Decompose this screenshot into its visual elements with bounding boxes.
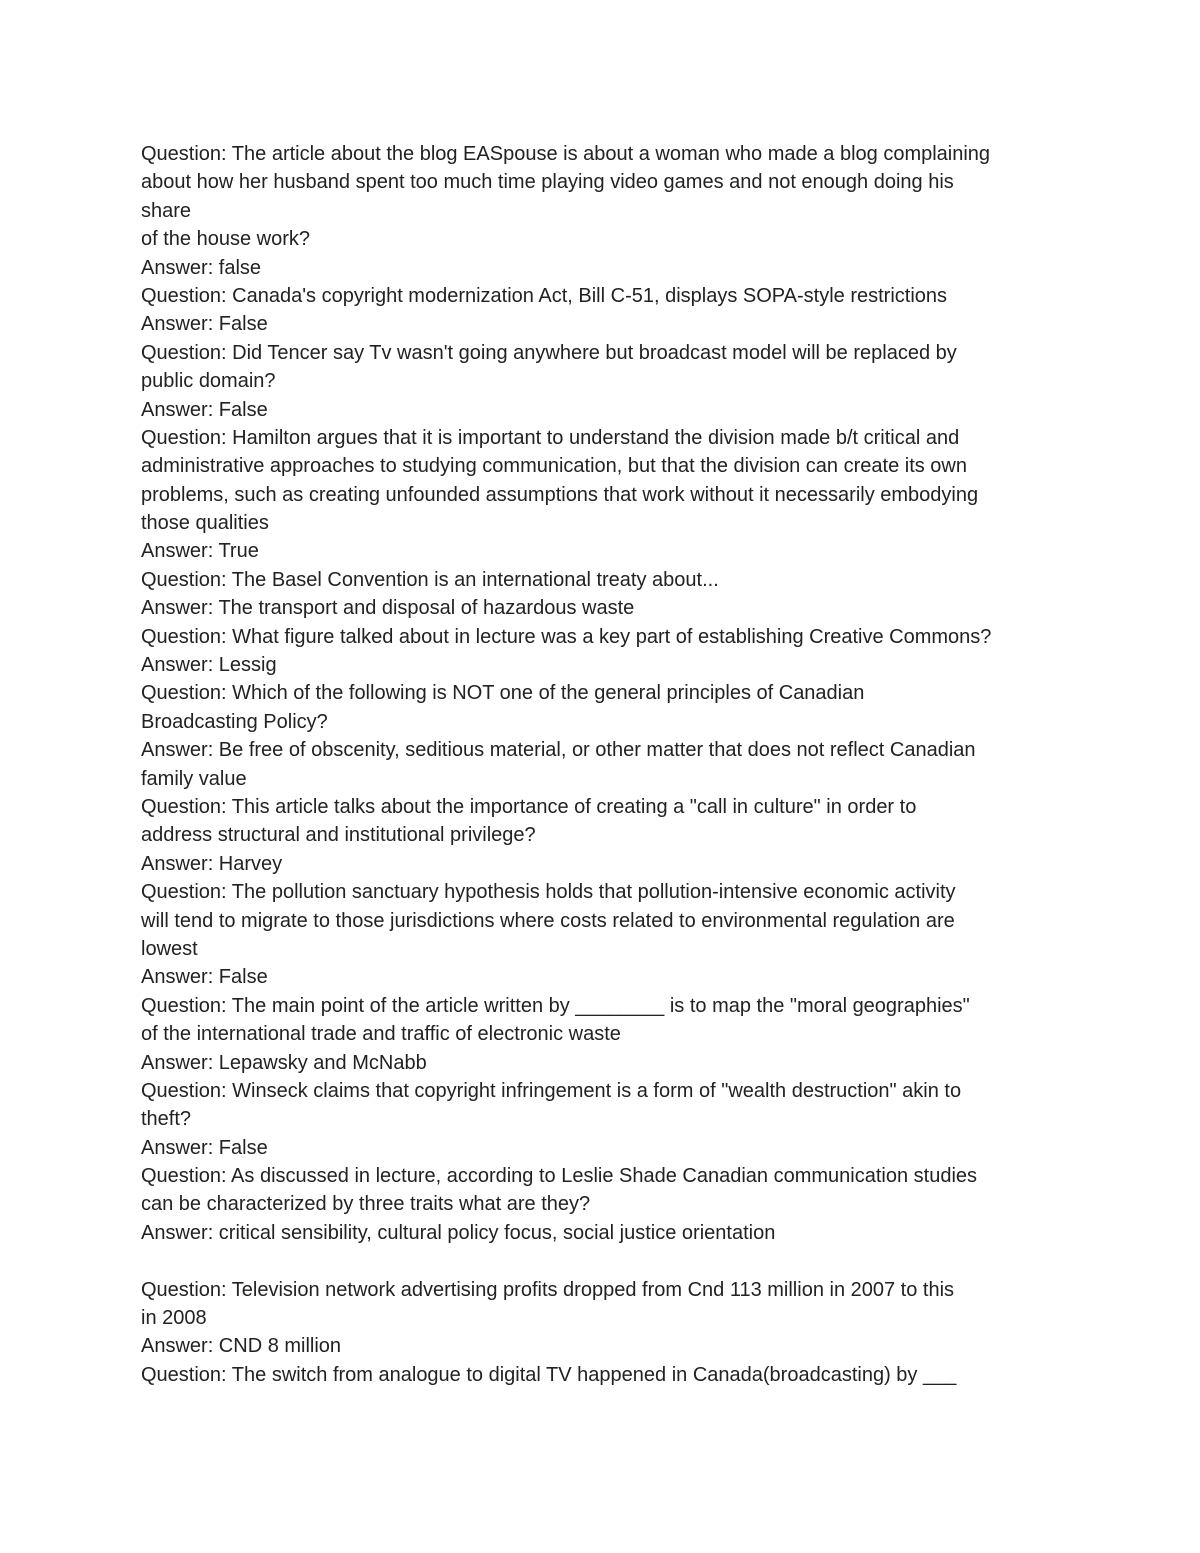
text-line: Broadcasting Policy? — [141, 710, 328, 733]
text-line: those qualities — [141, 512, 269, 535]
text-line: Question: Winseck claims that copyright infringement is a form of "wealth destruction" akin to — [141, 1079, 962, 1102]
text-line: Answer: critical sensibility, cultural policy focus, social justice orientation — [141, 1221, 776, 1244]
text-line: Question: Television network advertising profits dropped from Cnd 113 million in 2007 to this — [141, 1278, 955, 1301]
text-line: Question: What figure talked about in lecture was a key part of establishing Creative Commons? — [141, 625, 992, 648]
text-line: Question: Which of the following is NOT one of the general principles of Canadian — [141, 682, 865, 705]
text-line: share — [141, 199, 192, 222]
text-line: public domain? — [141, 370, 276, 393]
text-line: lowest — [141, 937, 198, 960]
text-line: Question: The main point of the article written by ________ is to map the "moral geographies" — [141, 994, 970, 1017]
blank-line — [141, 1247, 1071, 1275]
text-line: Answer: The transport and disposal of hazardous waste — [141, 597, 635, 620]
text-line: of the house work? — [141, 228, 310, 251]
text-line: Answer: False — [141, 1136, 268, 1159]
text-line: about how her husband spent too much time playing video games and not enough doing his — [141, 171, 954, 194]
text-line: Question: The pollution sanctuary hypothesis holds that pollution-intensive economic activity — [141, 881, 956, 904]
text-line: administrative approaches to studying communication, but that the division can create its own — [141, 455, 967, 478]
text-line: Question: Did Tencer say Tv wasn't going anywhere but broadcast model will be replaced by — [141, 341, 957, 364]
text-line: in 2008 — [141, 1307, 207, 1330]
text-line: of the international trade and traffic of electronic waste — [141, 1023, 621, 1046]
text-line: can be characterized by three traits what are they? — [141, 1193, 591, 1216]
text-line: Answer: Be free of obscenity, seditious material, or other matter that does not reflect Canadian — [141, 739, 976, 762]
text-line: theft? — [141, 1108, 192, 1131]
text-line: Question: This article talks about the importance of creating a "call in culture" in order to — [141, 795, 917, 818]
text-line: Answer: False — [141, 398, 268, 421]
text-line: Answer: CND 8 million — [141, 1335, 342, 1358]
text-line: Question: As discussed in lecture, according to Leslie Shade Canadian communication studies — [141, 1165, 978, 1188]
text-line: Answer: False — [141, 313, 268, 336]
text-line: address structural and institutional privilege? — [141, 824, 536, 847]
text-line: family value — [141, 767, 247, 790]
text-line: Question: The switch from analogue to digital TV happened in Canada(broadcasting) by ___ — [141, 1363, 957, 1386]
document-text-body — [141, 140, 1071, 1389]
text-line: Question: Canada's copyright modernization Act, Bill C-51, displays SOPA-style restrictions — [141, 284, 948, 307]
text-line: Answer: True — [141, 540, 259, 563]
text-line: Answer: Harvey — [141, 852, 283, 875]
text-line: Answer: Lessig — [141, 654, 277, 677]
text-line: problems, such as creating unfounded assumptions that work without it necessarily embodying — [141, 483, 979, 506]
text-line: Question: The Basel Convention is an international treaty about... — [141, 568, 719, 591]
text-line: Question: The article about the blog EASpouse is about a woman who made a blog complaining — [141, 143, 991, 165]
text-line: Answer: false — [141, 256, 262, 279]
text-line: Question: Hamilton argues that it is important to understand the division made b/t critical and — [141, 426, 960, 449]
text-line: Answer: Lepawsky and McNabb — [141, 1051, 427, 1074]
text-line: will tend to migrate to those jurisdictions where costs related to environmental regulation are — [141, 909, 955, 932]
text-line: Answer: False — [141, 966, 268, 989]
